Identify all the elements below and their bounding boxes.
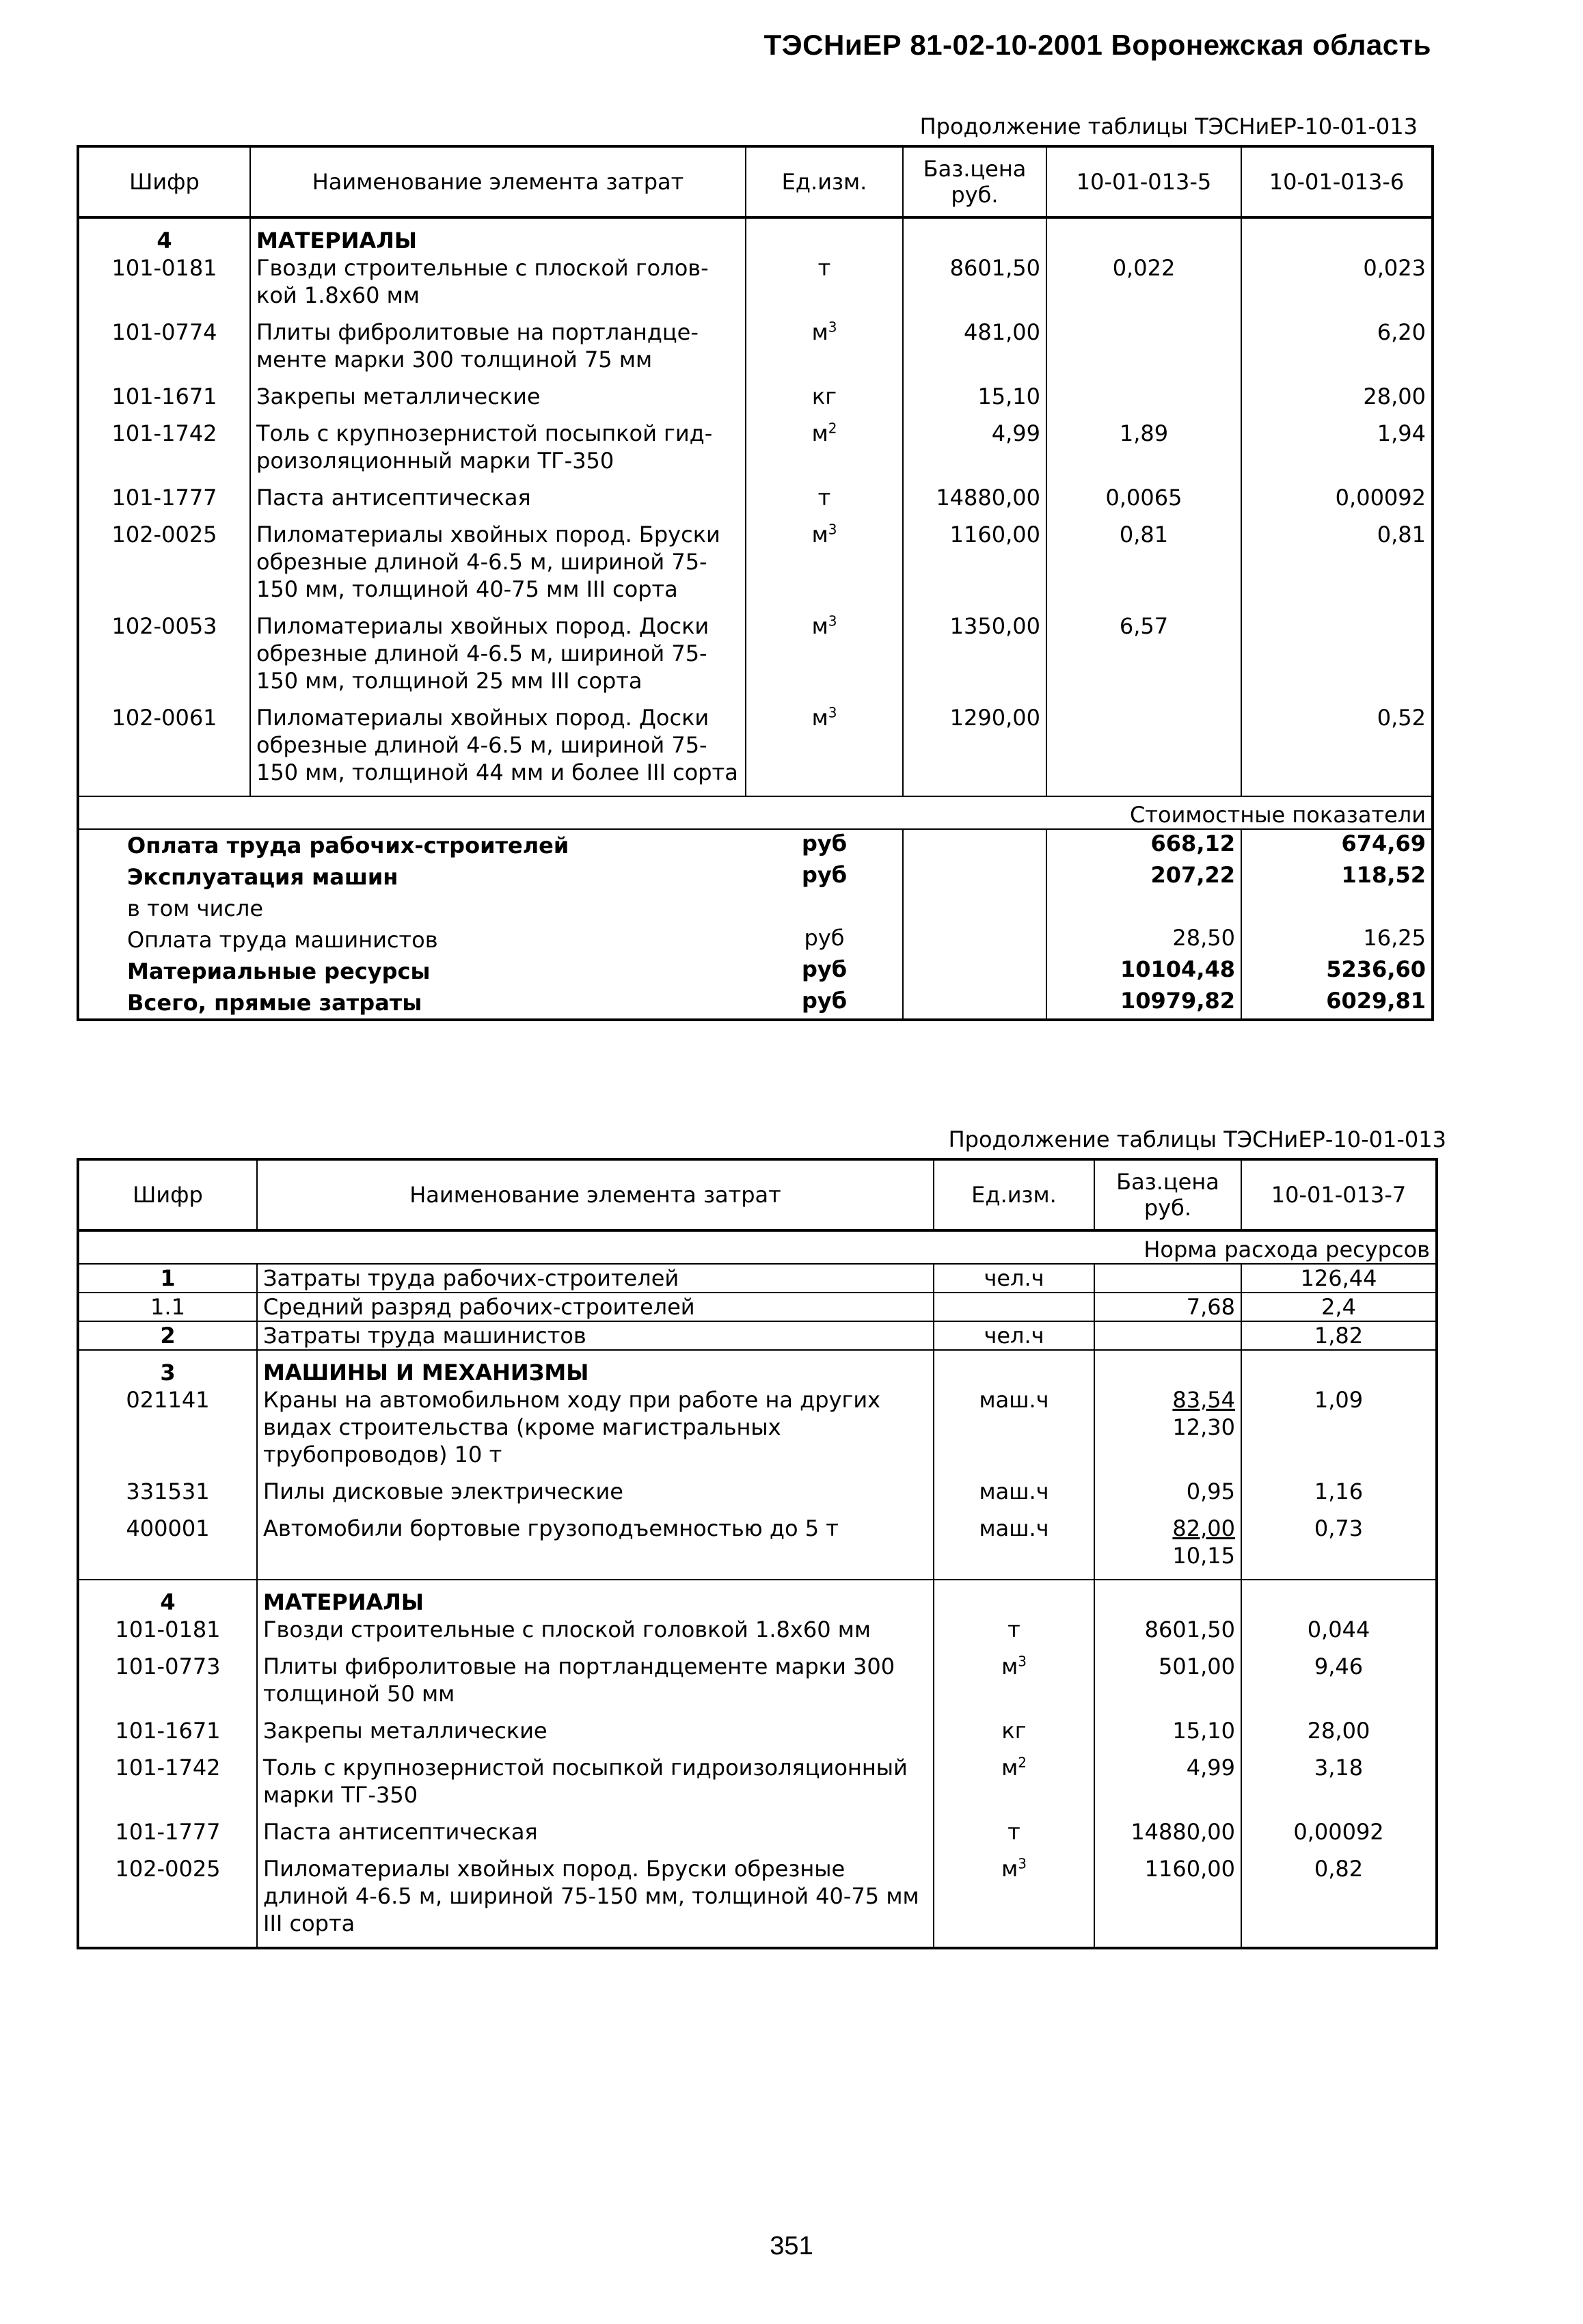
material-row: [79, 1754, 1435, 1818]
row-code: 021141: [79, 1386, 257, 1478]
unit-cell: [746, 704, 903, 796]
row-value-2: 0,023: [1363, 255, 1426, 281]
unit-text: м: [811, 319, 828, 345]
unit-cell: [934, 1717, 1094, 1754]
unit-exponent: 3: [1018, 1653, 1027, 1670]
material-row: [79, 1616, 1435, 1653]
row-unit: маш.ч: [934, 1386, 1094, 1478]
row-name: Паста антисептическая: [257, 1818, 934, 1855]
row-price: [1094, 1478, 1241, 1515]
cost-value-1: 10979,82: [1046, 987, 1241, 1018]
table1-header-code: Шифр: [79, 148, 250, 217]
cost-price: [903, 893, 1046, 924]
row-value-1: 126,44: [1241, 1264, 1435, 1293]
section-title: МАТЕРИАЛЫ: [257, 1580, 934, 1616]
unit-exponent: 3: [828, 704, 837, 721]
section-title: МАШИНЫ И МЕХАНИЗМЫ: [257, 1350, 934, 1386]
row-name: Затраты труда машинистов: [257, 1321, 934, 1350]
row-code: 1: [79, 1264, 257, 1293]
cost-row: [79, 829, 1431, 861]
row-name: Гвозди строительные с плоской головкой 1.8х60 мм: [257, 1616, 934, 1653]
unit-exponent: 3: [1018, 1855, 1027, 1872]
cost-price: [903, 861, 1046, 893]
unit-text: м: [811, 420, 828, 446]
machine-operator-wage: 12,30: [1172, 1414, 1235, 1440]
cost-label: Эксплуатация машин: [127, 864, 398, 890]
row-code: 102-0061: [79, 704, 250, 796]
cost-band-row: [79, 796, 1431, 829]
unit-text: т: [1007, 1617, 1020, 1643]
row-price: [1094, 1321, 1241, 1350]
unit-cell: [746, 254, 903, 319]
cost-label: Оплата труда машинистов: [127, 927, 438, 953]
table-row: [79, 383, 1431, 420]
unit-exponent: 3: [828, 612, 837, 630]
row-value-1: 1,09: [1314, 1387, 1364, 1413]
unit-cell: [746, 521, 903, 612]
cost-band-label: Стоимостные показатели: [79, 796, 1431, 829]
row-value-1: 0,73: [1314, 1515, 1364, 1541]
unit-text: т: [817, 255, 831, 281]
row-code: 2: [79, 1321, 257, 1350]
table1-header-name: Наименование элемента затрат: [250, 148, 746, 217]
row-value-1: 1,89: [1046, 420, 1241, 484]
row-code: 101-0774: [79, 319, 250, 383]
row-name: Гвозди строительные с плоской голов-кой 1.8х60 мм: [250, 254, 746, 319]
unit-exponent: 3: [828, 521, 837, 538]
table2-body: [79, 1230, 1435, 1947]
unit-text: м: [811, 613, 828, 639]
unit-text: м: [1001, 1653, 1018, 1679]
document-header-title: ТЭСНиЕР 81-02-10-2001 Воронежская область: [763, 29, 1431, 61]
cost-value-2: 6029,81: [1326, 988, 1426, 1014]
cost-unit: руб: [746, 829, 903, 861]
machine-price: 83,54: [1172, 1387, 1235, 1413]
cost-price: [903, 924, 1046, 956]
row-name: Закрепы металлические: [250, 383, 746, 420]
row-unit: чел.ч: [934, 1264, 1094, 1293]
table1: [77, 145, 1434, 1021]
row-value-2: 0,00092: [1335, 485, 1426, 511]
table2-continuation-label: Продолжение таблицы ТЭСНиЕР-10-01-013: [948, 1126, 1446, 1152]
table-row: [79, 521, 1431, 612]
row-code: 101-0181: [79, 1616, 257, 1653]
table2-header-name: Наименование элемента затрат: [257, 1161, 934, 1230]
row-price: 1290,00: [903, 704, 1046, 796]
machine-operator-wage: 10,15: [1172, 1543, 1235, 1569]
row-value-1: 0,81: [1046, 521, 1241, 612]
unit-text: м: [811, 705, 828, 731]
empty-cell: [1094, 1350, 1241, 1386]
table1-section-row: [79, 217, 1431, 254]
cost-price: [903, 987, 1046, 1018]
page-number: 351: [770, 2232, 813, 2260]
labor-row: [79, 1293, 1435, 1321]
empty-cell: [1241, 1350, 1435, 1386]
cost-value-1: 668,12: [1046, 829, 1241, 861]
section-number: 4: [79, 217, 250, 254]
cost-row: [79, 861, 1431, 893]
row-value-2: [1241, 612, 1431, 704]
row-price: 8601,50: [1094, 1616, 1241, 1653]
row-value-1: 0,044: [1307, 1617, 1370, 1643]
row-price: 481,00: [903, 319, 1046, 383]
empty-cell: [1241, 1580, 1435, 1616]
unit-cell: [934, 1653, 1094, 1717]
material-row: [79, 1818, 1435, 1855]
unit-cell: [746, 319, 903, 383]
row-price: 7,68: [1094, 1293, 1241, 1321]
row-value-1: 28,00: [1307, 1718, 1370, 1744]
unit-text: м: [1001, 1856, 1018, 1882]
row-name: Краны на автомобильном ходу при работе на других видах строительства (кроме магистральных трубопроводов) 10 т: [257, 1386, 934, 1478]
row-price: 15,10: [1094, 1717, 1241, 1754]
row-value-1: 6,57: [1046, 612, 1241, 704]
table2: [77, 1158, 1438, 1949]
table-row: [79, 319, 1431, 383]
machine-row: [79, 1515, 1435, 1580]
section-number: 4: [79, 1580, 257, 1616]
row-code: 101-1777: [79, 484, 250, 521]
row-code: 101-1671: [79, 1717, 257, 1754]
row-value-1: 0,82: [1314, 1856, 1364, 1882]
table-row: [79, 484, 1431, 521]
row-name: Толь с крупнозернистой посыпкой гидроизоляционный марки ТГ-350: [257, 1754, 934, 1818]
unit-cell: [934, 1754, 1094, 1818]
table1-header-col1: 10-01-013-5: [1046, 148, 1241, 217]
machine-price: 82,00: [1172, 1515, 1235, 1541]
row-price: 501,00: [1094, 1653, 1241, 1717]
row-value-2: 0,81: [1377, 522, 1426, 548]
unit-text: т: [817, 485, 831, 511]
cost-price: [903, 956, 1046, 987]
labor-row: [79, 1264, 1435, 1293]
material-row: [79, 1653, 1435, 1717]
unit-text: т: [1007, 1819, 1020, 1845]
row-name: Закрепы металлические: [257, 1717, 934, 1754]
cost-unit: руб: [746, 924, 903, 956]
row-value-1: 1,82: [1241, 1321, 1435, 1350]
row-price: 1350,00: [903, 612, 1046, 704]
cost-unit: руб: [746, 987, 903, 1018]
unit-cell: [934, 1855, 1094, 1947]
empty-cell: [934, 1580, 1094, 1616]
table1-continuation-label: Продолжение таблицы ТЭСНиЕР-10-01-013: [919, 113, 1418, 139]
cost-value-2: 16,25: [1363, 925, 1426, 951]
unit-cell: [934, 1818, 1094, 1855]
row-name: Средний разряд рабочих-строителей: [257, 1293, 934, 1321]
row-name: Пилы дисковые электрические: [257, 1478, 934, 1515]
row-price: 4,99: [903, 420, 1046, 484]
row-name: Автомобили бортовые грузоподъемностью до 5 т: [257, 1515, 934, 1580]
row-name: Плиты фибролитовые на портландцементе марки 300 толщиной 50 мм: [257, 1653, 934, 1717]
unit-text: кг: [1001, 1718, 1027, 1744]
table2-header-row: [79, 1161, 1435, 1230]
cost-value-1: 10104,48: [1046, 956, 1241, 987]
cost-value-1: 207,22: [1046, 861, 1241, 893]
cost-row: [79, 924, 1431, 956]
row-value-1: 0,022: [1046, 254, 1241, 319]
cost-row: [79, 956, 1431, 987]
table2-header-code: Шифр: [79, 1161, 257, 1230]
row-value-1: 2,4: [1241, 1293, 1435, 1321]
unit-cell: [746, 484, 903, 521]
row-unit: маш.ч: [934, 1478, 1094, 1515]
cost-value-2: 674,69: [1341, 830, 1426, 856]
machine-row: [79, 1386, 1435, 1478]
table1-header-row: [79, 148, 1431, 217]
table1-body: [79, 217, 1431, 1018]
unit-exponent: 2: [1018, 1754, 1027, 1771]
cost-row: [79, 987, 1431, 1018]
cost-unit: руб: [746, 861, 903, 893]
unit-cell: [746, 612, 903, 704]
row-code: 400001: [79, 1515, 257, 1580]
row-value-2: 28,00: [1363, 383, 1426, 409]
row-code: 102-0025: [79, 1855, 257, 1947]
row-price: 14880,00: [1094, 1818, 1241, 1855]
row-value-1: 0,0065: [1046, 484, 1241, 521]
machine-row: [79, 1478, 1435, 1515]
row-value-1: [1046, 383, 1241, 420]
unit-cell: [934, 1616, 1094, 1653]
unit-cell: [746, 383, 903, 420]
table-row: [79, 704, 1431, 796]
table2-header-price: Баз.цена руб.: [1094, 1161, 1241, 1230]
row-price: 8601,50: [903, 254, 1046, 319]
row-value-2: 1,94: [1377, 420, 1426, 446]
unit-text: м: [1001, 1755, 1018, 1781]
row-name: Пиломатериалы хвойных пород. Доски обрезные длиной 4-6.5 м, шириной 75-150 мм, толщиной 25 мм III сорта: [250, 612, 746, 704]
row-code: 102-0053: [79, 612, 250, 704]
row-code: 101-1671: [79, 383, 250, 420]
unit-text: кг: [811, 383, 837, 409]
machine-price: 0,95: [1186, 1478, 1235, 1504]
row-value-2: 0,52: [1377, 705, 1426, 731]
row-price: [1094, 1386, 1241, 1478]
table1-header-unit: Ед.изм.: [746, 148, 903, 217]
section-number: 3: [79, 1350, 257, 1386]
labor-row: [79, 1321, 1435, 1350]
cost-label: Всего, прямые затраты: [127, 990, 422, 1016]
cost-unit: [746, 893, 903, 924]
row-value-1: [1046, 319, 1241, 383]
material-row: [79, 1717, 1435, 1754]
row-code: 101-0773: [79, 1653, 257, 1717]
table2-header-unit: Ед.изм.: [934, 1161, 1094, 1230]
row-name: Пиломатериалы хвойных пород. Доски обрезные длиной 4-6.5 м, шириной 75-150 мм, толщиной 44 мм и более III сорта: [250, 704, 746, 796]
cost-unit: руб: [746, 956, 903, 987]
row-code: 101-1777: [79, 1818, 257, 1855]
empty-cell: [934, 1350, 1094, 1386]
norm-band-label: Норма расхода ресурсов: [79, 1230, 1435, 1264]
table-row: [79, 420, 1431, 484]
row-name: Пиломатериалы хвойных пород. Бруски обрезные длиной 4-6.5 м, шириной 75-150 мм, толщиной 40-75 мм III сорта: [257, 1855, 934, 1947]
cost-value-1: 28,50: [1046, 924, 1241, 956]
unit-cell: [746, 420, 903, 484]
row-name: Плиты фибролитовые на портландце-менте марки 300 толщиной 75 мм: [250, 319, 746, 383]
cost-value-1: [1046, 893, 1241, 924]
row-value-1: 1,16: [1314, 1478, 1364, 1504]
row-price: 1160,00: [1094, 1855, 1241, 1947]
row-price: 1160,00: [903, 521, 1046, 612]
row-value-1: [1046, 704, 1241, 796]
table1-header-col2: 10-01-013-6: [1241, 148, 1431, 217]
table-row: [79, 254, 1431, 319]
unit-text: м: [811, 522, 828, 548]
table1-header-price: Баз.цена руб.: [903, 148, 1046, 217]
row-name: Пиломатериалы хвойных пород. Бруски обрезные длиной 4-6.5 м, шириной 75-150 мм, толщиной 40-75 мм III сорта: [250, 521, 746, 612]
row-code: 101-1742: [79, 420, 250, 484]
row-price: 14880,00: [903, 484, 1046, 521]
row-unit: маш.ч: [934, 1515, 1094, 1580]
row-name: Затраты труда рабочих-строителей: [257, 1264, 934, 1293]
row-unit: [934, 1293, 1094, 1321]
row-price: 4,99: [1094, 1754, 1241, 1818]
cost-label: Материальные ресурсы: [127, 958, 431, 984]
cost-value-2: 5236,60: [1326, 956, 1426, 982]
section-title: МАТЕРИАЛЫ: [250, 217, 746, 254]
cost-value-2: [1241, 893, 1431, 924]
table-row: [79, 612, 1431, 704]
row-value-1: 9,46: [1314, 1653, 1364, 1679]
row-value-1: 0,00092: [1293, 1819, 1384, 1845]
row-code: 331531: [79, 1478, 257, 1515]
row-code: 101-0181: [79, 254, 250, 319]
row-value-1: 3,18: [1314, 1755, 1364, 1781]
row-price: [1094, 1264, 1241, 1293]
empty-cell: [1094, 1580, 1241, 1616]
row-name: Паста антисептическая: [250, 484, 746, 521]
cost-label: в том числе: [127, 895, 263, 921]
row-price: 15,10: [903, 383, 1046, 420]
cost-value-2: 118,52: [1341, 862, 1426, 888]
cost-price: [903, 829, 1046, 861]
material-row: [79, 1855, 1435, 1947]
table2-header-col1: 10-01-013-7: [1241, 1161, 1435, 1230]
materials-section-row: [79, 1580, 1435, 1616]
cost-label: Оплата труда рабочих-строителей: [127, 833, 569, 859]
row-unit: чел.ч: [934, 1321, 1094, 1350]
machines-section-row: [79, 1350, 1435, 1386]
row-value-2: 6,20: [1377, 319, 1426, 345]
unit-exponent: 2: [828, 420, 837, 437]
row-name: Толь с крупнозернистой посыпкой гид-роизоляционный марки ТГ-350: [250, 420, 746, 484]
unit-exponent: 3: [828, 319, 837, 336]
cost-row: [79, 893, 1431, 924]
row-code: 102-0025: [79, 521, 250, 612]
row-price: [1094, 1515, 1241, 1580]
row-code: 1.1: [79, 1293, 257, 1321]
row-code: 101-1742: [79, 1754, 257, 1818]
norm-band-row: [79, 1230, 1435, 1264]
